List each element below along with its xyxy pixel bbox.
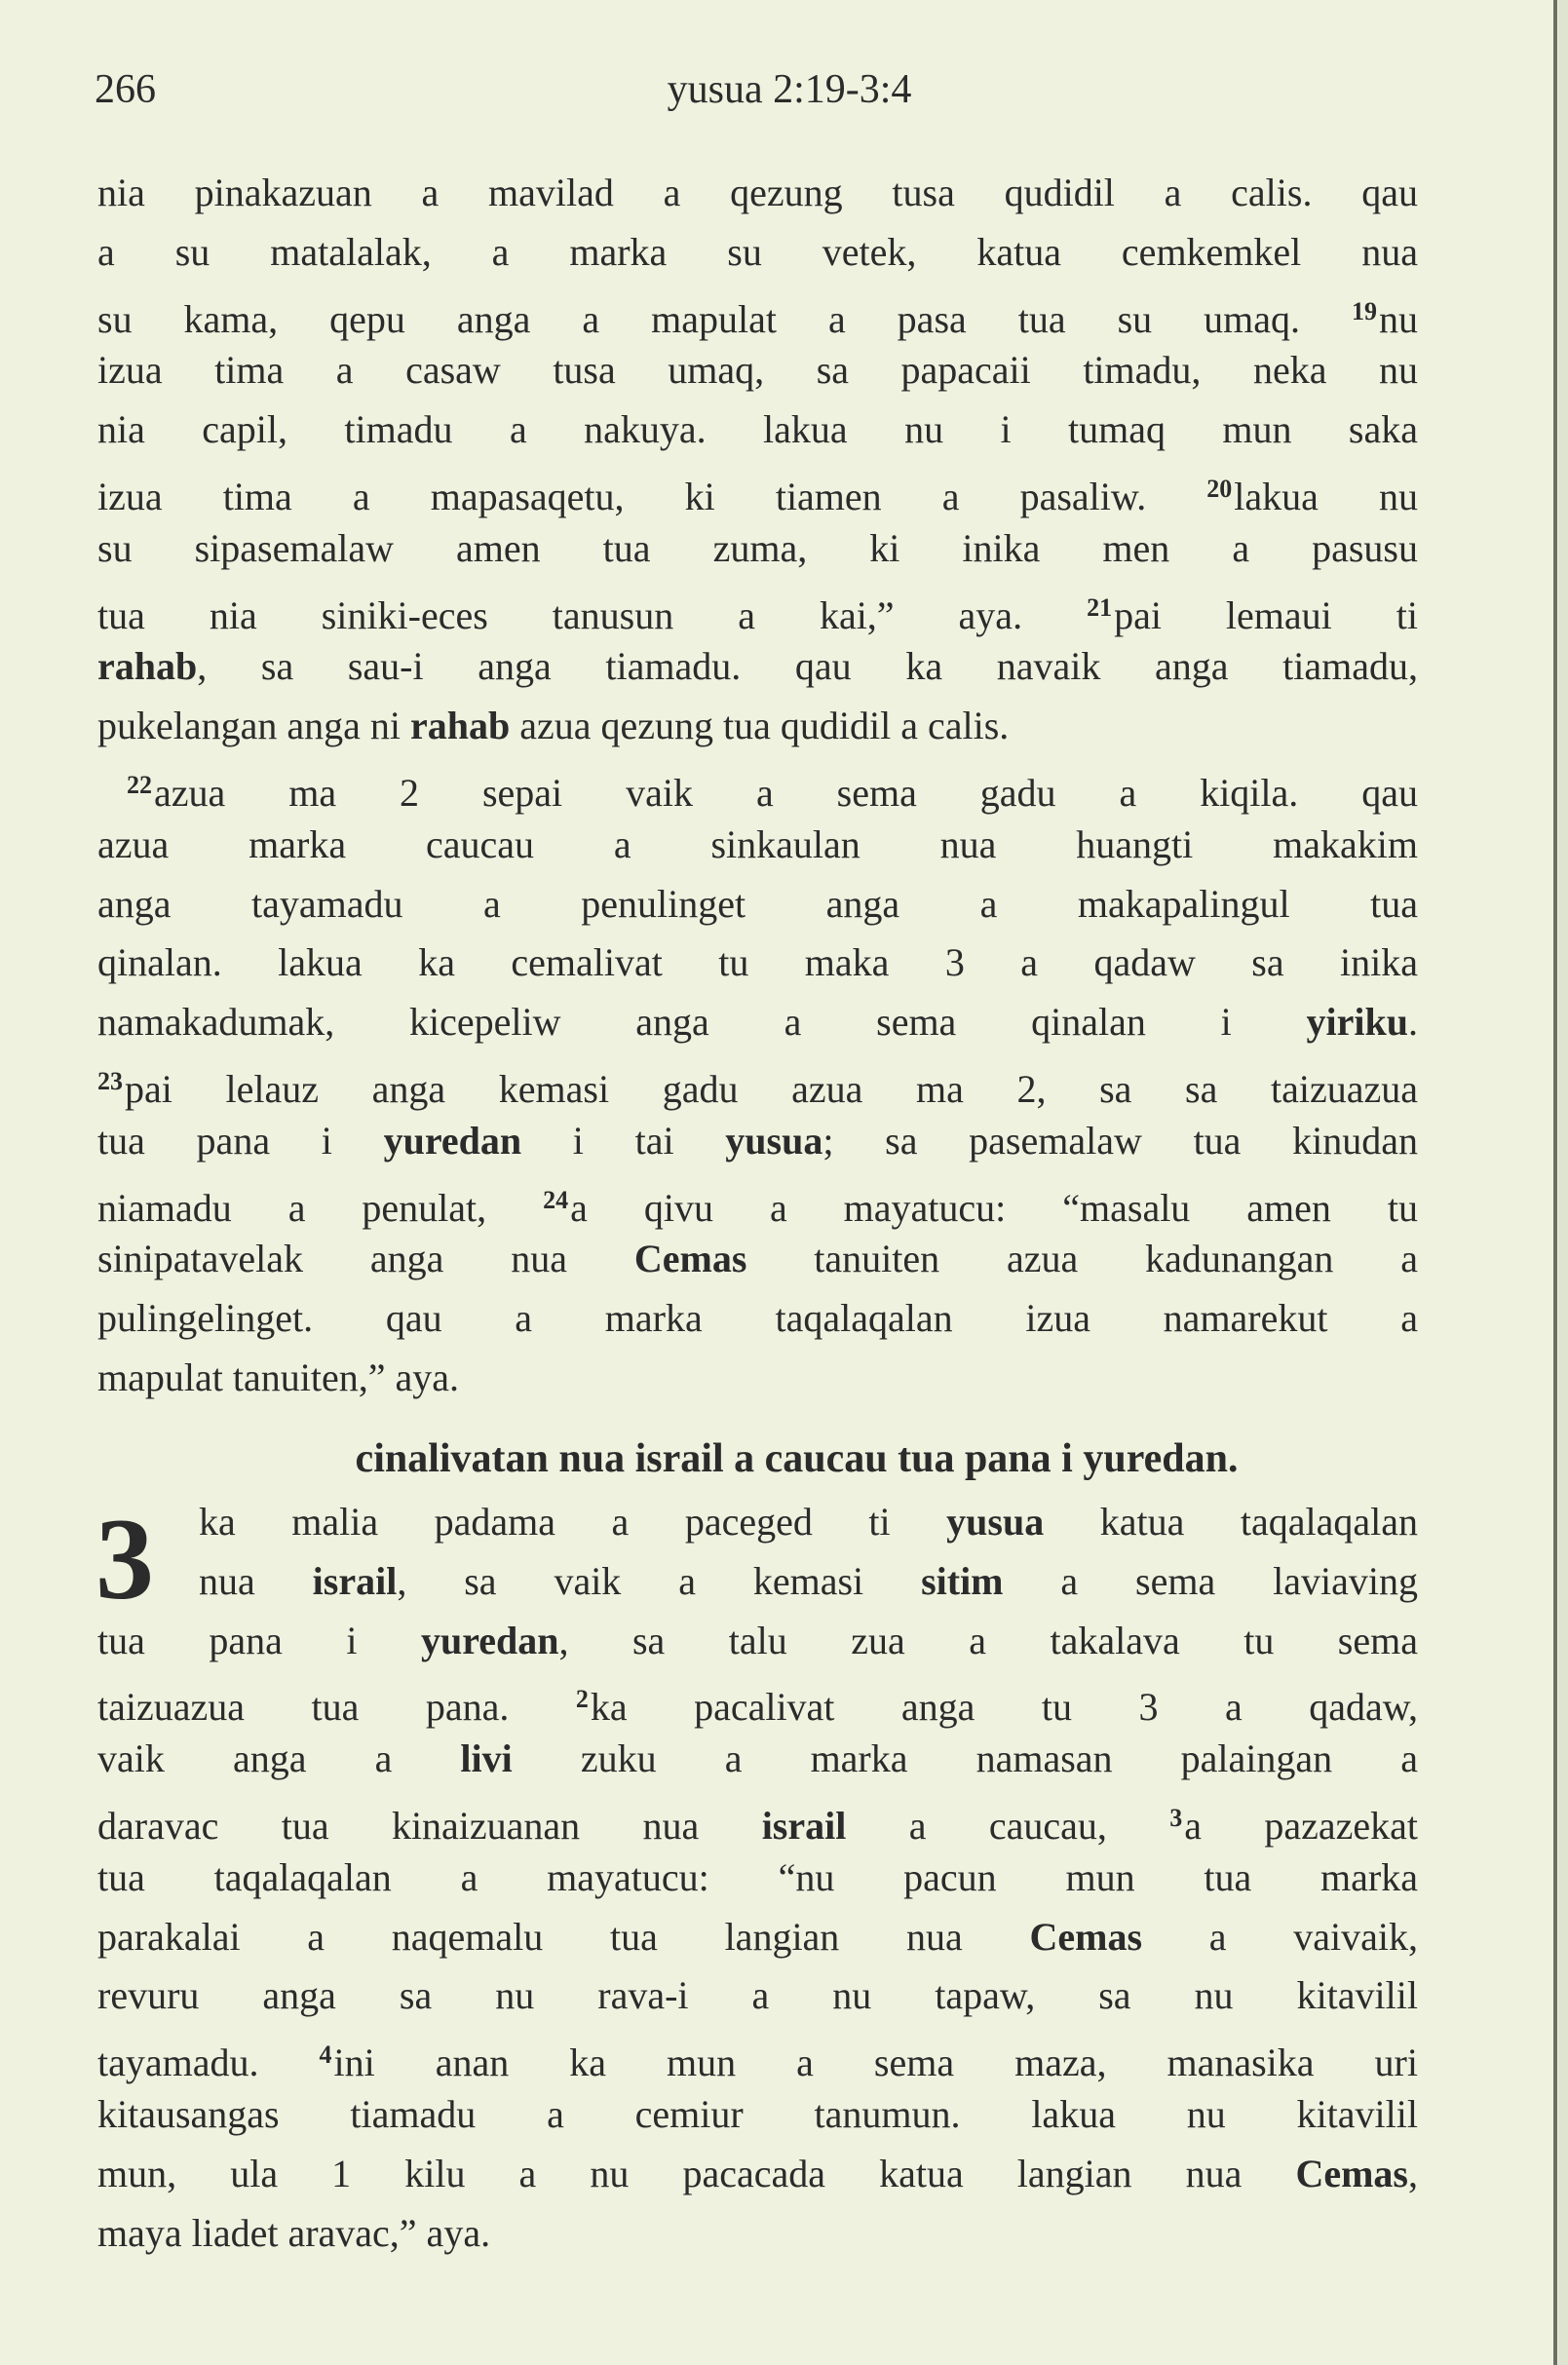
text-segment: katua taqalaqalan — [1044, 1500, 1418, 1544]
text-segment: pai lemaui ti — [1114, 592, 1418, 637]
text-segment: , sa vaik a kemasi — [397, 1558, 922, 1603]
text-segment: mapulat tanuiten,” aya. — [97, 1354, 459, 1399]
text-line — [97, 164, 1418, 223]
text-segment: nua — [199, 1558, 313, 1603]
text-segment: namakadumak, kicepeliw anga a sema qinalan i — [97, 1000, 1307, 1045]
text-segment: tua pana i — [97, 1118, 384, 1163]
text-line — [97, 223, 1418, 283]
text-segment: maya liadet aravac,” aya. — [97, 2210, 491, 2255]
text-segment: ; sa pasemalaw tua kinudan — [822, 1118, 1418, 1163]
text-segment: vaik anga a — [97, 1736, 461, 1781]
proper-noun: Cemas — [1295, 2151, 1408, 2195]
text-segment: tua nia siniki-eces tanusun a kai,” aya. — [97, 592, 1088, 637]
page-number: 266 — [95, 67, 156, 112]
verse-number: 21 — [1087, 592, 1113, 622]
text-segment: azua marka caucau a sinkaulan nua huangti makakim — [97, 821, 1418, 866]
text-segment: niamadu a penulat, — [97, 1185, 544, 1230]
text-segment: daravac tua kinaizuanan nua — [97, 1803, 762, 1848]
text-segment: ka pacalivat anga tu 3 a qadaw, — [590, 1685, 1419, 1730]
proper-noun: yuredan — [383, 1118, 522, 1163]
text-segment: a vaivaik, — [1142, 1914, 1418, 1959]
text-segment: a pazazekat — [1184, 1803, 1419, 1848]
text-line — [97, 401, 1418, 460]
proper-noun: Cemas — [1029, 1914, 1143, 1959]
text-line — [97, 756, 1418, 816]
text-line — [97, 993, 1418, 1052]
text-line — [97, 341, 1418, 401]
text-line — [97, 1052, 1418, 1112]
text-block-chapter-2 — [97, 164, 1418, 1408]
text-line — [97, 2204, 1418, 2264]
verse-number: 4 — [319, 2041, 332, 2070]
text-line — [97, 2085, 1418, 2145]
text-segment: tanuiten azua kadunangan a — [746, 1237, 1418, 1281]
verse-number: 23 — [97, 1066, 123, 1095]
proper-noun: yusua — [725, 1118, 823, 1163]
text-segment: nu — [1379, 296, 1418, 341]
text-line — [97, 816, 1418, 875]
proper-noun: livi — [460, 1736, 513, 1781]
text-segment: sinipatavelak anga nua — [97, 1237, 634, 1281]
proper-noun: yuredan — [420, 1618, 559, 1662]
text-segment: mun, ula 1 kilu a nu pacacada katua langian nua — [97, 2151, 1296, 2195]
text-segment: tua taqalaqalan a mayatucu: “nu pacun mun tua marka — [97, 1854, 1418, 1899]
text-line — [97, 1349, 1418, 1408]
verse-number: 24 — [543, 1185, 569, 1214]
text-segment: taizuazua tua pana. — [97, 1685, 576, 1730]
text-line — [97, 875, 1418, 935]
text-line — [97, 1966, 1418, 2026]
text-line — [97, 1789, 1418, 1849]
text-segment: ini anan ka mun a sema maza, manasika uri — [333, 2041, 1418, 2085]
text-segment: anga tayamadu a penulinget anga a makapalingul tua — [97, 881, 1418, 926]
text-line — [97, 1730, 1418, 1789]
text-line — [97, 697, 1418, 756]
text-line — [97, 519, 1418, 579]
text-segment: revuru anga sa nu rava-i a nu tapaw, sa nu kitavilil — [97, 1973, 1418, 2018]
verse-number: 20 — [1206, 474, 1233, 503]
text-segment: nia pinakazuan a mavilad a qezung tusa qudidil a calis. qau — [97, 171, 1418, 214]
text-segment: kitausangas tiamadu a cemiur tanumun. lakua nu kitavilil — [97, 2091, 1418, 2136]
chapter-number: 3 — [96, 1494, 154, 1623]
text-segment: lakua nu — [1234, 474, 1418, 518]
text-line — [97, 934, 1418, 993]
text-segment: su sipasemalaw amen tua zuma, ki inika men a pasusu — [97, 525, 1418, 570]
text-segment: ka malia padama a paceged ti — [199, 1500, 947, 1544]
section-heading: cinalivatan nua israil a caucau tua pana i yuredan. — [355, 1436, 1239, 1481]
text-segment: pukelangan anga ni — [97, 704, 410, 748]
text-segment: a qivu a mayatucu: “masalu amen tu — [570, 1185, 1418, 1230]
text-line — [97, 1849, 1418, 1908]
verse-number: 19 — [1352, 296, 1377, 325]
text-segment: a su matalalak, a marka su vetek, katua cemkemkel nua — [97, 229, 1418, 274]
running-head: yusua 2:19-3:4 — [667, 67, 912, 112]
text-segment: izua tima a casaw tusa umaq, sa papacaii timadu, neka nu — [97, 348, 1418, 393]
verse-number: 3 — [1169, 1803, 1183, 1832]
text-segment: azua qezung tua qudidil a calis. — [510, 704, 1010, 748]
text-segment: izua tima a mapasaqetu, ki tiamen a pasaliw. — [97, 474, 1207, 518]
proper-noun: sitim — [921, 1558, 1004, 1603]
text-line — [97, 1112, 1418, 1171]
text-line — [97, 460, 1418, 519]
text-line — [97, 1612, 1418, 1671]
proper-noun: rahab — [97, 644, 198, 689]
text-segment: , sa sau-i anga tiamadu. qau ka navaik anga tiamadu, — [197, 644, 1418, 689]
text-block-chapter-3 — [97, 1493, 1418, 2263]
text-line — [97, 1230, 1418, 1289]
text-line — [97, 1552, 1418, 1612]
text-segment: , — [1408, 2151, 1418, 2195]
text-line — [97, 283, 1418, 342]
text-line — [97, 1171, 1418, 1231]
proper-noun: yiriku — [1306, 1000, 1408, 1045]
proper-noun: israil — [312, 1558, 398, 1603]
text-segment: , sa talu zua a takalava tu sema — [558, 1618, 1418, 1662]
proper-noun: israil — [761, 1803, 847, 1848]
text-segment: tua pana i — [97, 1618, 421, 1662]
text-line — [97, 1670, 1418, 1730]
text-segment: a sema laviaving — [1003, 1558, 1418, 1603]
text-segment: azua ma 2 sepai vaik a sema gadu a kiqila. qau — [154, 770, 1418, 815]
text-line — [97, 2026, 1418, 2085]
text-line — [97, 2145, 1418, 2204]
proper-noun: Cemas — [633, 1237, 747, 1281]
text-line — [97, 1908, 1418, 1967]
text-segment: a caucau, — [846, 1803, 1170, 1848]
text-line — [97, 1289, 1418, 1349]
text-segment: parakalai a naqemalu tua langian nua — [97, 1914, 1030, 1959]
page-edge-margin — [1558, 0, 1568, 2365]
proper-noun: rahab — [410, 704, 511, 748]
verse-number: 2 — [575, 1685, 589, 1714]
text-segment: qinalan. lakua ka cemalivat tu maka 3 a qadaw sa inika — [97, 940, 1418, 985]
proper-noun: yusua — [946, 1500, 1045, 1544]
text-segment: tayamadu. — [97, 2041, 320, 2085]
text-segment: pulingelinget. qau a marka taqalaqalan izua namarekut a — [97, 1296, 1418, 1341]
text-line — [97, 1493, 1418, 1552]
verse-number: 22 — [127, 770, 152, 799]
text-segment: i tai — [521, 1118, 726, 1163]
text-segment: su kama, qepu anga a mapulat a pasa tua su umaq. — [97, 296, 1352, 341]
text-segment: pai lelauz anga kemasi gadu azua ma 2, sa sa taizuazua — [125, 1066, 1418, 1111]
text-segment: zuku a marka namasan palaingan a — [512, 1736, 1418, 1781]
text-segment: . — [1408, 1000, 1418, 1045]
text-line — [97, 579, 1418, 638]
text-line — [97, 637, 1418, 697]
text-segment: nia capil, timadu a nakuya. lakua nu i tumaq mun saka — [97, 407, 1418, 452]
page-edge — [1553, 0, 1557, 2365]
